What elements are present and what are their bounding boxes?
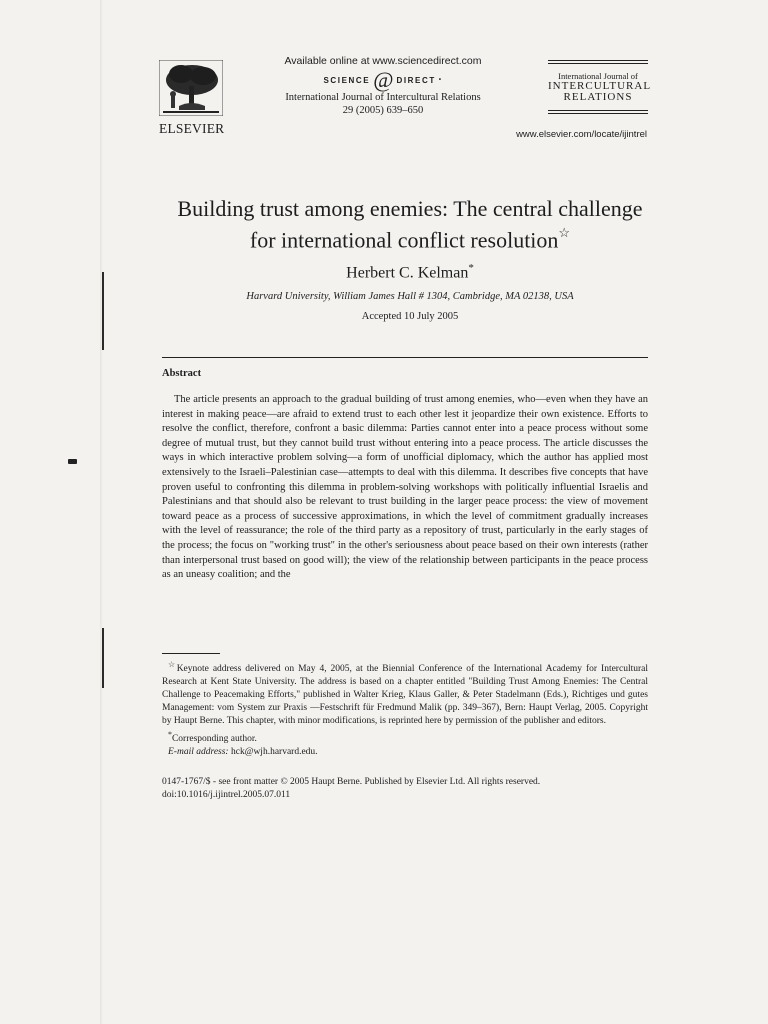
title-line-1: Building trust among enemies: The central challenge bbox=[177, 196, 643, 221]
section-divider bbox=[162, 357, 648, 358]
footnotes bbox=[162, 658, 648, 759]
journal-name: International Journal of Intercultural Relations bbox=[285, 92, 481, 103]
email-label: E-mail address: bbox=[168, 747, 229, 758]
footnote-corresponding: Corresponding author. bbox=[171, 734, 257, 745]
sd-left: SCIENCE bbox=[323, 75, 371, 85]
abstract-text: The article presents an approach to the gradual building of trust among enemies, who—even when they have an interest in making peace—are afraid to extend trust to each other lest it jeopardize their own existence. Efforts to resolve the conflict, therefore, confront a basic dilemma: Parties cannot enter into a peace process without some degree of mutual trust, but they cannot build trust without entering into a peace process. The article discusses the ways in which interactive problem solving—a form of unofficial diplomacy, which the author has applied most extensively to the Israeli–Palestinian case—attempts to deal with this dilemma. It describes five concepts that have proven useful to confronting this dilemma in problem-solving workshops with politically influential Israelis and Palestinians and that should also be relevant to trust building in the larger peace process: the view of movement toward peace as a process of successive approximations, in which the level of commitment gradually increases with the level of reassurance; the role of the third party as a repository of trust, particularly in the early stages of the process; the focus on "working trust" in the other's seriousness about peace based on their own interests (rather than interpersonal trust based on good will); the view of the relationship between participants in the peace process as an uneasy coalition; and the bbox=[162, 394, 648, 581]
journal-masthead bbox=[548, 60, 652, 114]
copyright-block bbox=[162, 776, 648, 802]
footnote-corr-mark: * bbox=[168, 730, 172, 740]
masthead-line1: INTERCULTURAL bbox=[548, 80, 652, 92]
footnote-keynote: Keynote address delivered on May 4, 2005, at the Biennial Conference of the International Academy for Intercultural Research at Kent State University. The address is based on a chapter entitled "Building Trust Among Enemies: The Central Challenge to Peacemaking Efforts," published in Walter Krieg, Klaus Galler, & Peter Stadelmann (Eds.), Richtiges und gutes Management: vom System zur Praxis —Festschrift für Fredmund Malik (pp. 349–367), Bern: Haupt Verlag, 2005. Copyright by Haupt Berne. This chapter, with minor modifications, is reprinted here by permission of the publisher and editors. bbox=[162, 664, 648, 727]
sd-right: DIRECT bbox=[396, 75, 436, 85]
journal-volume: 29 (2005) 639–650 bbox=[342, 105, 424, 116]
author-mark: * bbox=[468, 262, 474, 274]
scan-mark bbox=[102, 628, 104, 688]
scan-edge bbox=[100, 0, 103, 1024]
masthead-rule bbox=[548, 113, 648, 114]
masthead-rule bbox=[548, 63, 648, 64]
footnote-rule bbox=[162, 653, 220, 654]
masthead-small: International Journal of bbox=[558, 71, 638, 81]
publisher-name: ELSEVIER bbox=[159, 121, 225, 136]
sd-dot: • bbox=[438, 77, 443, 83]
footnote-star-mark: ☆ bbox=[168, 660, 177, 669]
copyright-line: 0147-1767/$ - see front matter © 2005 Haupt Berne. Published by Elsevier Ltd. All rights reserved. bbox=[162, 777, 541, 787]
sd-at-icon: @ bbox=[373, 67, 394, 92]
masthead-rule bbox=[548, 110, 648, 111]
masthead-line2: RELATIONS bbox=[563, 91, 633, 103]
author-text: Herbert C. Kelman bbox=[346, 264, 469, 282]
scan-speck bbox=[68, 459, 77, 464]
title-line-2: for international conflict resolution bbox=[249, 227, 559, 253]
sciencedirect-logo bbox=[260, 67, 506, 92]
masthead-rule bbox=[548, 60, 648, 61]
journal-header bbox=[260, 55, 506, 117]
accepted-date: Accepted 10 July 2005 bbox=[361, 311, 459, 322]
journal-url[interactable]: www.elsevier.com/locate/ijintrel bbox=[516, 129, 647, 140]
abstract-heading: Abstract bbox=[162, 368, 202, 379]
article-title bbox=[120, 196, 700, 253]
elsevier-logo bbox=[159, 60, 223, 137]
scan-mark bbox=[102, 272, 104, 350]
title-star-mark: ☆ bbox=[558, 225, 571, 240]
elsevier-tree-icon bbox=[159, 60, 223, 116]
email-address[interactable]: hck@wjh.harvard.edu. bbox=[230, 747, 318, 758]
doi-line[interactable]: doi:10.1016/j.ijintrel.2005.07.011 bbox=[162, 790, 291, 800]
author-name bbox=[120, 262, 700, 282]
available-online: Available online at www.sciencedirect.com bbox=[284, 55, 482, 67]
author-affiliation: Harvard University, William James Hall # 1304, Cambridge, MA 02138, USA bbox=[246, 291, 574, 302]
